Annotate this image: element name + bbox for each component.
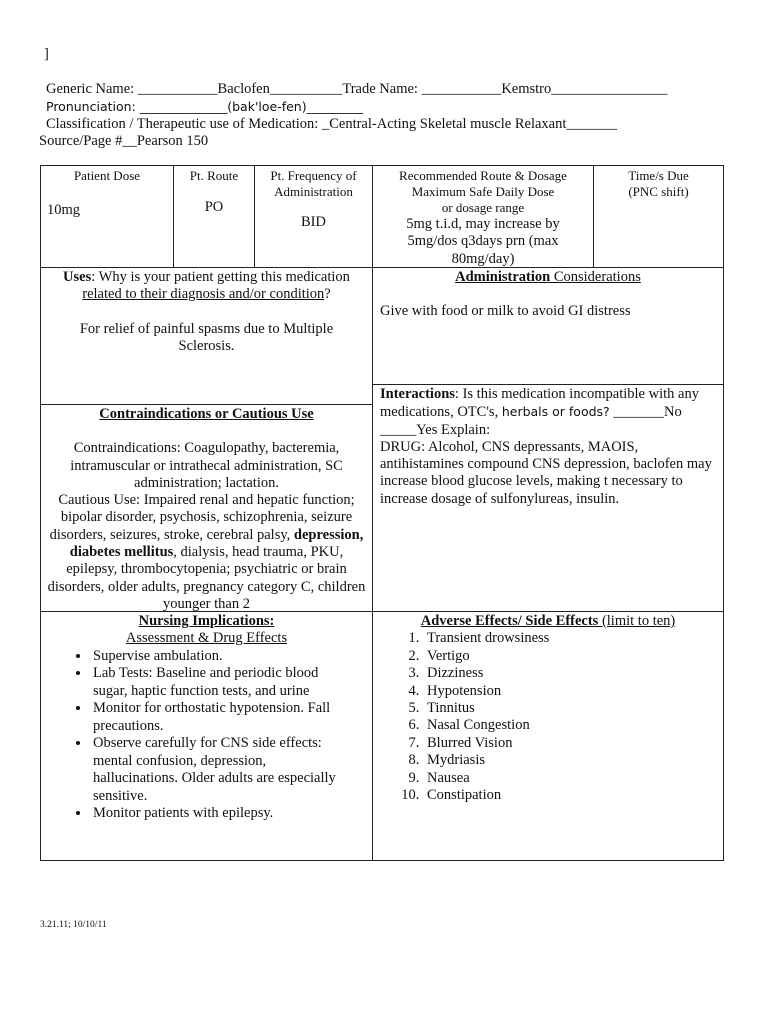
caution-pre: Cautious Use: Impaired renal and hepatic function; bipolar disorder, psychosis, schizophrenia, seizure disorders, seizures, stroke, cerebral palsy, (49, 492, 355, 543)
uses-question-end: ? (324, 286, 331, 303)
list-item: 9. Nausea (423, 770, 723, 787)
route-label: Pt. Route (189, 168, 239, 183)
uses-answer: For relief of painful spasms due to Multiple Sclerosis. (79, 320, 334, 354)
time-due-cell (593, 165, 724, 268)
recommended-label-1: Recommended Route & Dosage (399, 168, 567, 183)
nursing-title-text: Nursing Implications: (138, 613, 275, 629)
contraindications-title (41, 406, 372, 423)
list-item: 8. Mydriasis (423, 752, 723, 769)
list-item: • Observe carefully for CNS side effects: mental confusion, depression, hallucinations. Older adults are especially sensitive. (91, 735, 352, 805)
recommended-label-3: or dosage range (441, 200, 525, 215)
nursing-subtitle-text: Assessment & Drug Effects (125, 630, 288, 647)
contraindications-cell (40, 404, 373, 612)
route-value: PO (204, 199, 224, 215)
adverse-list (373, 630, 723, 804)
list-item: • Monitor for orthostatic hypotension. Fall precautions. (91, 700, 352, 735)
interactions-question (373, 385, 723, 439)
contraindications-text: Contraindications: Coagulopathy, bacteremia, intramuscular or intrathecal administration, SC administration; lactation. (70, 440, 343, 491)
administration-title (373, 269, 723, 286)
adverse-effects-cell (372, 611, 724, 861)
contraindications-title-text: Contraindications or Cautious Use (99, 406, 314, 422)
list-item: 3. Dizziness (423, 665, 723, 682)
footer-date: 3.21.11; 10/10/11 (40, 920, 107, 930)
nursing-title (41, 613, 372, 630)
source-line: Source/Page #__Pearson 150 (39, 133, 209, 149)
pronunciation-line (46, 98, 363, 116)
time-due-label-2: (PNC shift) (628, 184, 689, 199)
classification-line: Classification / Therapeutic use of Medication: _Central-Acting Skeletal muscle Relaxant_______ (46, 116, 618, 132)
interactions-q1: : Is this medication incompatible with any medications, OTC's, (380, 386, 699, 421)
recommended-dose-cell (372, 165, 594, 268)
adverse-title-note: (limit to ten) (598, 613, 676, 629)
route-cell (173, 165, 255, 268)
list-item: 2. Vertigo (423, 648, 723, 665)
cautious-use-text (41, 492, 372, 613)
pronunciation-label: Pronunciation (46, 99, 132, 114)
list-item: 7. Blurred Vision (423, 735, 723, 752)
list-item: 6. Nasal Congestion (423, 717, 723, 734)
list-item: 5. Tinnitus (423, 700, 723, 717)
list-item: • Monitor patients with epilepsy. (91, 805, 352, 823)
nursing-subtitle (41, 630, 372, 647)
uses-label: Uses (63, 269, 92, 285)
generic-name-line: Generic Name: ___________Baclofen__________Trade Name: ___________Kemstro________________ (46, 81, 668, 97)
frequency-label-1: Pt. Frequency of (270, 168, 357, 183)
interactions-cell (372, 384, 724, 612)
interactions-q2: herbals or foods? (501, 404, 610, 420)
administration-label-rest: Considerations (550, 269, 641, 285)
list-item: 1. Transient drowsiness (423, 630, 723, 647)
list-item: 10. Constipation (423, 787, 723, 804)
recommended-label-2: Maximum Safe Daily Dose (411, 184, 555, 199)
uses-question-2: related to their diagnosis and/or condition (82, 286, 325, 303)
caution-post: , dialysis, head trauma, PKU, epilepsy, thrombocytopenia; psychiatric or brain disorders, older adults, pregnancy category C, children younger than 2 (47, 544, 366, 612)
patient-dose-label: Patient Dose (73, 168, 141, 183)
patient-dose-value: 10mg (47, 202, 81, 218)
administration-text: Give with food or milk to avoid GI distress (380, 303, 631, 319)
list-item: • Lab Tests: Baseline and periodic blood sugar, haptic function tests, and urine (91, 665, 352, 700)
interactions-text: DRUG: Alcohol, CNS depressants, MAOIS, antihistamines compound CNS depression, baclofen may increase blood glucose levels, making t necessary to increase dosage of sulfonylureas, insulin. (380, 438, 712, 507)
list-item: • Supervise ambulation. (91, 648, 352, 666)
list-item: 4. Hypotension (423, 683, 723, 700)
interactions-q3: _______No _____Yes Explain: (380, 404, 682, 438)
stray-bracket: ] (44, 46, 49, 62)
nursing-cell (40, 611, 373, 861)
administration-label: Administration (455, 269, 551, 285)
adverse-title-text: Adverse Effects/ Side Effects (420, 613, 599, 629)
interactions-label: Interactions (380, 386, 455, 402)
administration-cell (372, 267, 724, 385)
time-due-label-1: Time/s Due (628, 168, 689, 183)
frequency-value: BID (301, 214, 326, 230)
uses-question (41, 269, 372, 304)
recommended-value: 5mg t.i.d, may increase by 5mg/dos q3days prn (max 80mg/day) (406, 216, 560, 267)
frequency-label-2: Administration (274, 184, 353, 199)
adverse-title (373, 613, 723, 630)
nursing-list (41, 648, 372, 823)
pronunciation-value: : ______________(bak'loe-fen)_________ (131, 99, 363, 114)
frequency-cell (254, 165, 373, 268)
uses-cell (40, 267, 373, 405)
patient-dose-cell (40, 165, 174, 268)
caution-bold: depression, diabetes mellitus (69, 526, 364, 561)
uses-question-1: : Why is your patient getting this medication (91, 269, 350, 285)
